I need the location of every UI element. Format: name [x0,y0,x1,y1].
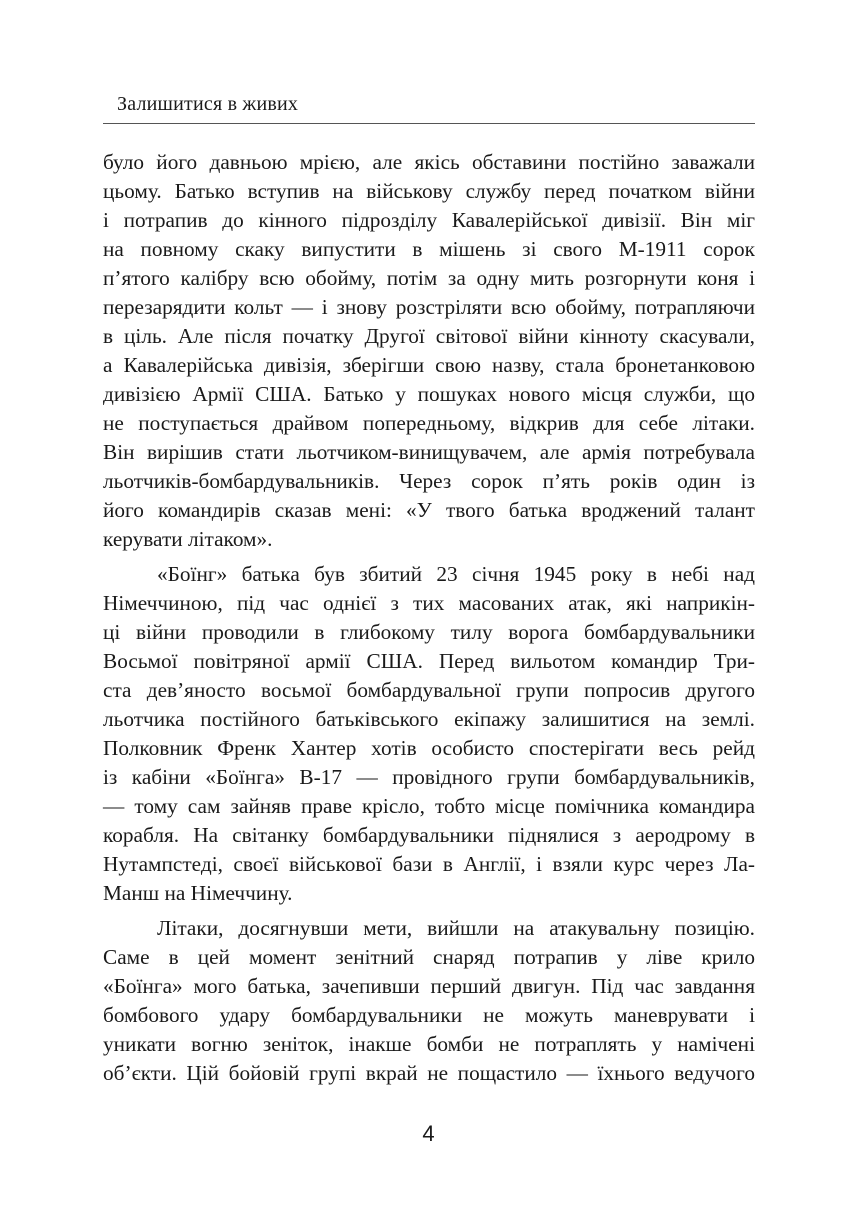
text-line: Полковник Френк Хантер хотів особисто спостерігати весь рейд [103,736,755,760]
text-line: було його давньою мрією, але якісь обставини постійно заважали [103,150,755,174]
text-line: Літаки, досягнувши мети, вийшли на атакувальну позицію. [157,916,755,940]
text-line: п’ятого калібру всю обойму, потім за одну мить розгорнути коня і [103,266,755,290]
text-line: цьому. Батько вступив на військову службу перед початком війни [103,179,755,203]
text-line: і потрапив до кінного підрозділу Кавалерійської дивізії. Він міг [103,208,755,232]
text-line: Саме в цей момент зенітний снаряд потрапив у ліве крило [103,945,755,969]
text-line: керувати літаком». [103,527,273,551]
text-line: а Кавалерійська дивізія, зберігши свою назву, стала бронетанковою [103,353,755,377]
text-line: уникати вогню зеніток, інакше бомби не потраплять у намічені [103,1032,755,1056]
text-line: дивізією Армії США. Батько у пошуках нового місця служби, що [103,382,755,406]
text-line: об’єкти. Цій бойовій групі вкрай не пощастило — їхнього ведучого [103,1061,755,1085]
text-line: Нутампстеді, своєї військової бази в Англії, і взяли курс через Ла- [103,852,755,876]
text-line: корабля. На світанку бомбардувальники піднялися з аеродрому в [103,823,755,847]
text-line: ці війни проводили в глибокому тилу ворога бомбардувальники [103,620,755,644]
running-header [103,92,755,124]
text-line: льотчика постійного батьківського екіпажу залишитися на землі. [103,707,755,731]
text-line: із кабіни «Боїнга» В-17 — провідного групи бомбардувальників, [103,765,755,789]
text-line: Він вирішив стати льотчиком-винищувачем, але армія потребувала [103,440,755,464]
running-header-title: Залишитися в живих [117,93,299,115]
text-line: Восьмої повітряної армії США. Перед вильотом командир Три- [103,649,755,673]
text-line: — тому сам зайняв праве крісло, тобто місце помічника командира [103,794,755,818]
text-line: «Боїнга» мого батька, зачепивши перший двигун. Під час завдання [103,974,755,998]
body-text [103,148,755,1094]
text-line: «Боїнг» батька був збитий 23 січня 1945 року в небі над [157,562,755,586]
text-line: льотчиків-бомбардувальників. Через сорок п’ять років один із [103,469,755,493]
text-line: ста дев’яносто восьмої бомбардувальної групи попросив другого [103,678,755,702]
paragraph-2 [103,560,755,908]
text-line: в ціль. Але після початку Другої світової війни кінноту скасували, [103,324,755,348]
paragraph-1 [103,148,755,554]
text-line: бомбового удару бомбардувальники не можуть маневрувати і [103,1003,755,1027]
text-line: Манш на Німеччину. [103,881,293,905]
text-line: на повному скаку випустити в мішень зі свого М-1911 сорок [103,237,755,261]
text-line: перезарядити кольт — і знову розстріляти всю обойму, потрапляючи [103,295,755,319]
text-line: Німеччиною, під час однієї з тих масованих атак, які наприкін- [103,591,755,615]
paragraph-3 [103,914,755,1088]
text-line: не поступається драйвом попередньому, відкрив для себе літаки. [103,411,755,435]
page-number: 4 [422,1121,435,1146]
text-line: його командирів сказав мені: «У твого батька вроджений талант [103,498,755,522]
